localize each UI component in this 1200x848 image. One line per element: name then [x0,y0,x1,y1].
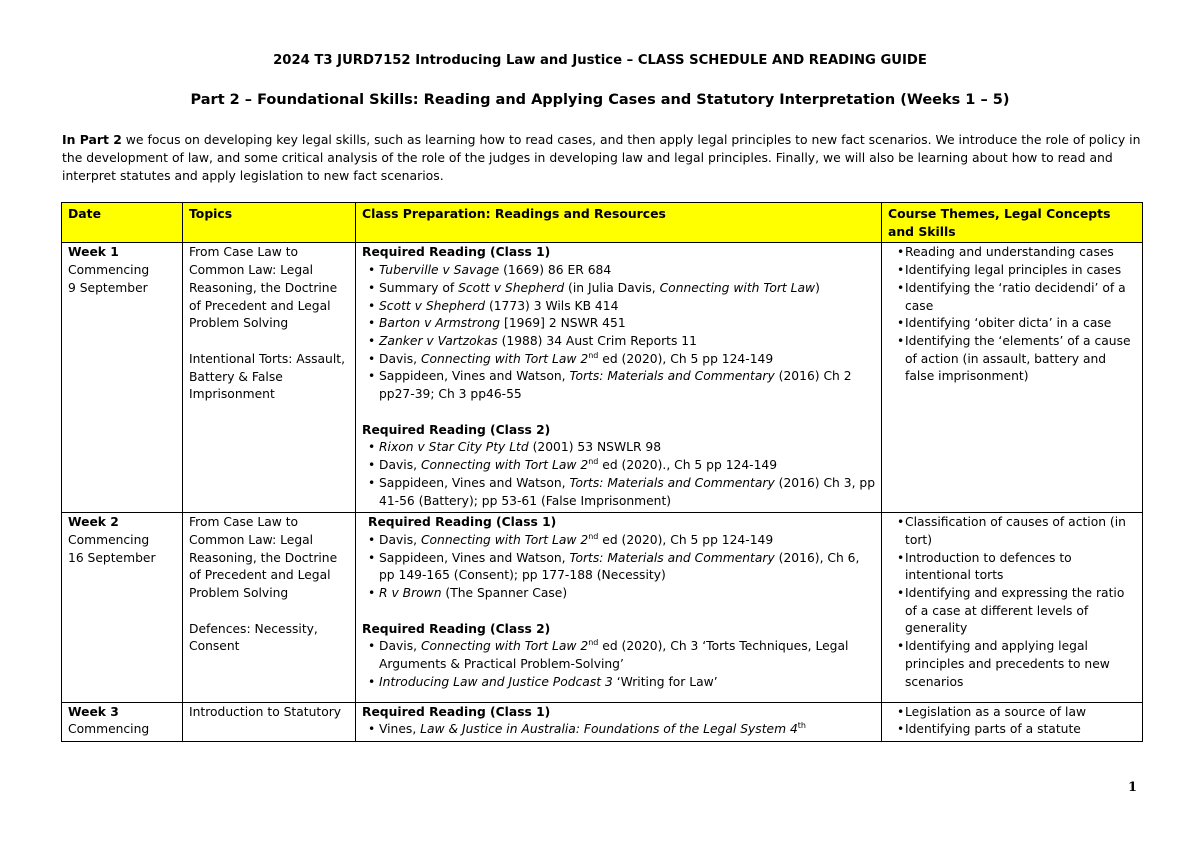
reading-item: • Rixon v Star City Pty Ltd (2001) 53 NSWLR 98 [362,439,876,457]
week-1-readings-cell [356,243,882,513]
week-label: Week 1 [68,245,119,260]
topic: Intentional Torts: Assault, Battery & False Imprisonment [189,351,345,402]
header-topics: Topics [183,203,356,243]
reading-item: • Scott v Shepherd (1773) 3 Wils KB 414 [362,298,876,316]
commencing-label: Commencing [68,722,150,737]
part-subtitle: Part 2 – Foundational Skills: Reading and Applying Cases and Statutory Interpretation (Weeks 1 – 5) [190,92,1010,108]
week-date: 9 September [68,280,148,295]
intro-text: we focus on developing key legal skills, such as learning how to read cases, and then apply legal principles to new fact scenarios. We introduce the role of policy in the development of law, and some critical analysis of the role of the judges in developing law and legal principles. Finally, we will also be learning about how to read and interpret statutes and apply legislation to new fact scenarios. [62,132,1141,183]
reading-item: • Sappideen, Vines and Watson, Torts: Materials and Commentary (2016), Ch 6, pp 149-165 (Consent); pp 177-188 (Necessity) [362,550,876,585]
theme-item: • Classification of causes of action (in tort) [888,514,1137,549]
reading-item: • Sappideen, Vines and Watson, Torts: Materials and Commentary (2016) Ch 3, pp 41-56 (Battery); pp 53-61 (False Imprisonment) [362,475,876,510]
topic: From Case Law to Common Law: Legal Reasoning, the Doctrine of Precedent and Legal Problem Solving [189,515,338,601]
table-row-week-2 [62,513,1143,702]
week-label: Week 3 [68,704,119,719]
intro-lead: In Part 2 [62,132,122,147]
theme-item: • Identifying the ‘elements’ of a cause of action (in assault, battery and false imprisonment) [888,333,1137,386]
class-1-heading: Required Reading (Class 1) [362,245,551,260]
reading-item: • Summary of Scott v Shepherd (in Julia Davis, Connecting with Tort Law) [362,280,876,298]
reading-item: • Introducing Law and Justice Podcast 3 ‘Writing for Law’ [362,674,876,692]
page-number: 1 [1128,780,1138,795]
topic: Defences: Necessity, Consent [189,621,318,654]
week-date: 16 September [68,550,156,565]
week-1-date-cell [62,243,183,513]
commencing-label: Commencing [68,263,150,278]
week-3-topics-cell [183,702,356,741]
topic: Introduction to Statutory [189,704,342,719]
document-title: 2024 T3 JURD7152 Introducing Law and Justice – CLASS SCHEDULE AND READING GUIDE [273,53,927,68]
week-label: Week 2 [68,515,119,530]
week-1-topics-cell [183,243,356,513]
reading-item: • Vines, Law & Justice in Australia: Foundations of the Legal System 4th [362,721,876,739]
theme-item: • Identifying ‘obiter dicta’ in a case [888,315,1137,333]
week-1-themes-cell [882,243,1143,513]
week-2-readings-cell [356,513,882,702]
topic: From Case Law to Common Law: Legal Reasoning, the Doctrine of Precedent and Legal Problem Solving [189,245,338,331]
week-2-themes-cell [882,513,1143,702]
class-2-heading: Required Reading (Class 2) [362,621,551,636]
theme-item: • Legislation as a source of law [888,704,1137,722]
week-2-topics-cell [183,513,356,702]
header-readings: Class Preparation: Readings and Resources [356,203,882,243]
table-header-row [62,203,1143,243]
reading-item: • Zanker v Vartzokas (1988) 34 Aust Crim Reports 11 [362,333,876,351]
reading-item: • Sappideen, Vines and Watson, Torts: Materials and Commentary (2016) Ch 2 pp27-39; Ch 3 pp46-55 [362,368,876,403]
table-row-week-3 [62,702,1143,741]
table-row-week-1 [62,243,1143,513]
theme-item: • Identifying legal principles in cases [888,262,1137,280]
theme-item: • Identifying the ‘ratio decidendi’ of a case [888,280,1137,315]
class-2-heading: Required Reading (Class 2) [362,422,551,437]
theme-item: • Identifying and expressing the ratio of a case at different levels of generality [888,585,1137,638]
reading-item: • Davis, Connecting with Tort Law 2nd ed (2020), Ch 3 ‘Torts Techniques, Legal Arguments & Practical Problem-Solving’ [362,638,876,673]
theme-item: • Introduction to defences to intentional torts [888,550,1137,585]
reading-item: • Davis, Connecting with Tort Law 2nd ed (2020)., Ch 5 pp 124-149 [362,457,876,475]
reading-item: • Barton v Armstrong [1969] 2 NSWR 451 [362,315,876,333]
week-3-date-cell [62,702,183,741]
intro-paragraph [62,131,1142,185]
reading-item: • R v Brown (The Spanner Case) [362,585,876,603]
header-date: Date [62,203,183,243]
theme-item: • Reading and understanding cases [888,244,1137,262]
header-themes: Course Themes, Legal Concepts and Skills [882,203,1143,243]
theme-item: • Identifying and applying legal principles and precedents to new scenarios [888,638,1137,691]
week-3-themes-cell [882,702,1143,741]
reading-item: • Davis, Connecting with Tort Law 2nd ed (2020), Ch 5 pp 124-149 [362,532,876,550]
week-2-date-cell [62,513,183,702]
theme-item: • Identifying parts of a statute [888,721,1137,739]
class-1-heading: Required Reading (Class 1) [368,515,557,530]
class-1-heading: Required Reading (Class 1) [362,704,551,719]
reading-item: • Tuberville v Savage (1669) 86 ER 684 [362,262,876,280]
schedule-table [61,202,1143,742]
commencing-label: Commencing [68,532,150,547]
reading-item: • Davis, Connecting with Tort Law 2nd ed (2020), Ch 5 pp 124-149 [362,351,876,369]
week-3-readings-cell [356,702,882,741]
